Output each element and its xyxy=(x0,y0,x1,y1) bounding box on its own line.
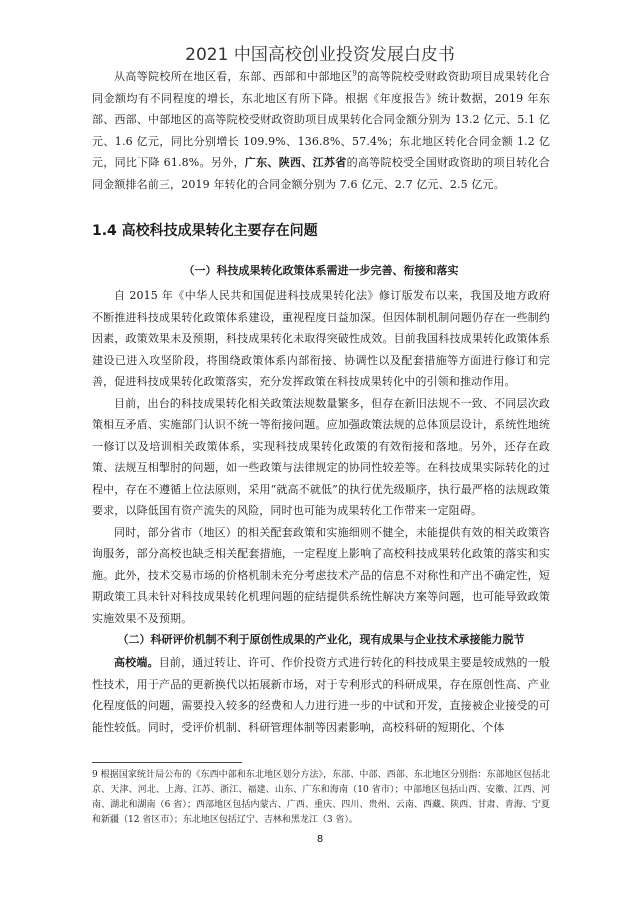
evaluation-text: 目前，通过转让、许可、作价投资方式进行转化的科技成果主要是较成熟的一般性技术，用于产品的更新换代以拓展新市场，对于专利形式的科研成果，存在原创性高、产业化程度低的问题，需要投入较多的经费和人力进行进一步的中试和开发，直接被企业接受的可能性较低。同时，受评价机制、科研管理体制等因素影响，高校科研的短期化、个体 xyxy=(92,656,551,734)
subsection-policy-body xyxy=(92,285,550,629)
subsection-heading-policy: （一）科技成果转化政策体系需进一步完善、衔接和落实 xyxy=(183,264,459,277)
para1-text-b: 的高等院校受财政资助项目成果转化合同金额均有不同程度的增长，东北地区有所下降。根据《年度报告》统计数据，2019 年东部、西部、中部地区的高等院校受财政资助项目成果转化合同金额分别为 13.2 亿元、5.1 亿元、1.6 亿元，同比分别增长 109.9%、136.8%、57.4%；东北地区转化合同金额 1.2 亿元，同比下降 61.8%。另外， xyxy=(92,70,550,169)
subsection-evaluation-body xyxy=(92,652,550,738)
footnote-9: 9 根据国家统计局公布的《东西中部和东北地区划分方法》，东部、中部、西部、东北地区分别指：东部地区包括北京、天津、河北、上海、江苏、浙江、福建、山东、广东和海南（10 省市）；中部地区包括山西、安徽、江西、河南、湖北和湖南（6 省）；西部地区包括内蒙古、广西、重庆、四川、贵州、云南、西藏、陕西、甘肃、青海、宁夏和新疆（12 省区市）；东北地区包括辽宁、吉林和黑龙江（3 省）。 xyxy=(92,770,550,825)
para1-bold-provinces: 广东、陕西、江苏省 xyxy=(244,156,347,169)
page-number: 8 xyxy=(316,834,324,845)
para1-text-a: 从高等院校所在地区看，东部、西部和中部地区 xyxy=(114,70,353,83)
paragraph-regional-overview xyxy=(92,66,550,195)
section-heading: 1.4 高校科技成果转化主要存在问题 xyxy=(92,223,318,239)
footnote-ref[interactable]: 9 xyxy=(352,69,357,78)
policy-paragraph-2: 目前，出台的科技成果转化相关政策法规数量繁多，但存在新旧法规不一致、不同层次政策相互矛盾、实施部门认识不统一等衔接问题。应加强政策法规的总体顶层设计，系统性地统一修订以及培训相关政策体系，实现科技成果转化政策的有效衔接和落地。另外，还存在政策、法规互相掣肘的问题，如一些政策与法律规定的协同性较差等。在科技成果实际转化的过程中，存在不遵循上位法原则，采用“就高不就低”的执行优先级顺序，执行最严格的法规政策要求，以降低国有资产流失的风险，同时也可能为成果转化工作带来一定阻碍。 xyxy=(92,396,550,517)
footnote-divider xyxy=(92,762,242,763)
para1-text-c: 的高等院校受全国财政资助的项目转化合同金额排名前三，2019 年转化的合同金额分别为 7.6 亿元、2.7 亿元、2.5 亿元。 xyxy=(92,156,550,191)
page-header-title: 2021 中国高校创业投资发展白皮书 xyxy=(185,45,455,65)
subsection-heading-evaluation: （二）科研评价机制不利于原创性成果的产业化，现有成果与企业技术承接能力脱节 xyxy=(117,633,525,646)
policy-paragraph-3: 同时，部分省市（地区）的相关配套政策和实施细则不健全，未能提供有效的相关政策咨询服务，部分高校也缺乏相关配套措施，一定程度上影响了高校科技成果转化政策的落实和实施。此外，技术交易市场的价格机制未充分考虑技术产品的信息不对称性和产出不确定性，短期政策工具未针对科技成果转化机理问题的症结提供系统性解决方案等问题，也可能导致政策实施效果不及预期。 xyxy=(92,525,550,625)
policy-paragraph-1: 自 2015 年《中华人民共和国促进科技成果转化法》修订版发布以来，我国及地方政府不断推进科技成果转化政策体系建设，重视程度日益加深。但因体制机制问题仍存在一些制约因素，政策效果未及预期，科技成果转化未取得突破性成效。目前我国科技成果转化政策体系建设已进入攻坚阶段，将围绕政策体系内部衔接、协调性以及配套措施等方面进行修订和完善，促进科技成果转化政策落实，充分发挥政策在科技成果转化中的引领和推动作用。 xyxy=(92,289,550,388)
evaluation-lead: 高校端。 xyxy=(114,656,159,669)
